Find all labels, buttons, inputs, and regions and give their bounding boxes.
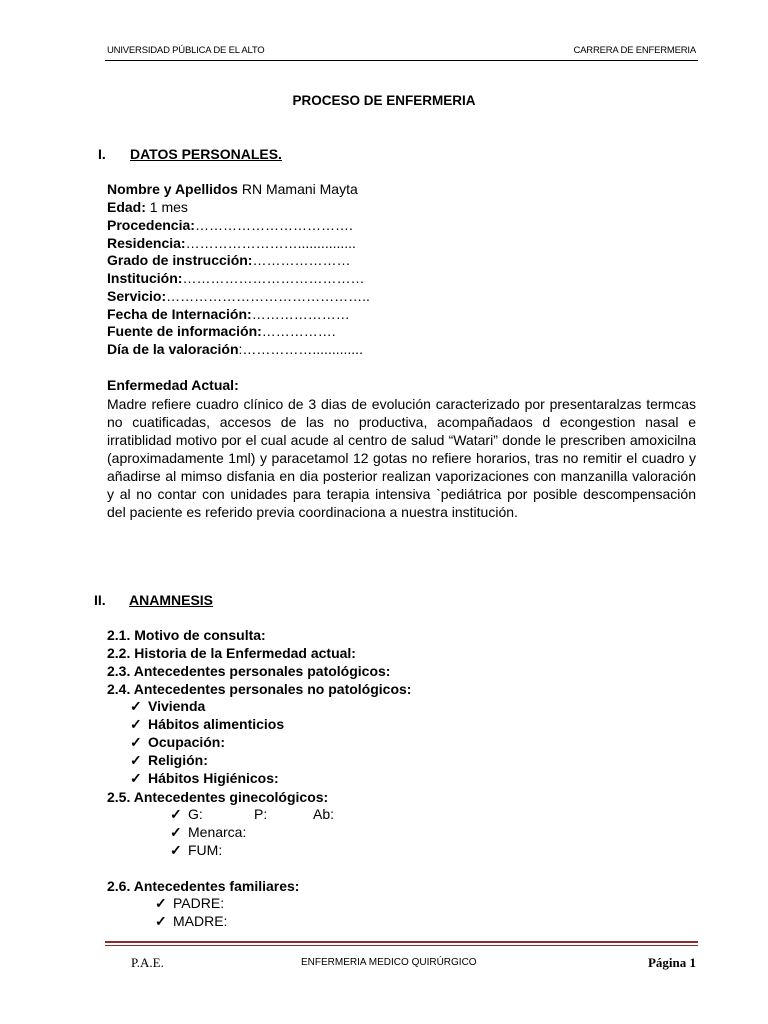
check-icon: ✓ xyxy=(170,806,182,822)
illness-label: Enfermedad Actual: xyxy=(107,377,239,393)
check-item: ✓ Ocupación: xyxy=(130,734,226,750)
header-right: CARRERA DE ENFERMERIA xyxy=(573,45,696,56)
item-2-6: 2.6. Antecedentes familiares: xyxy=(107,878,300,894)
section1-title: DATOS PERSONALES. xyxy=(130,146,282,162)
check-icon: ✓ xyxy=(155,913,167,929)
field-grado: Grado de instrucción:………………… xyxy=(107,252,351,268)
check-item: ✓ Hábitos alimenticios xyxy=(130,716,285,732)
gyn-p: P: xyxy=(254,806,268,822)
check-icon: ✓ xyxy=(130,752,142,768)
check-item: ✓ Hábitos Higiénicos: xyxy=(130,770,279,786)
section2-number: II. xyxy=(94,592,106,608)
field-dia-valoracion: Día de la valoración:……………............. xyxy=(107,341,363,357)
item-2-5: 2.5. Antecedentes ginecológicos: xyxy=(107,789,329,805)
gyn-fum: ✓ FUM: xyxy=(170,842,223,858)
field-fuente: Fuente de información:……………. xyxy=(107,323,336,339)
check-item: ✓ PADRE: xyxy=(155,895,225,911)
illness-paragraph: Madre refiere cuadro clínico de 3 dias de evolución caracterizado por presentaralzas termcas no cuatificadas, accesos de las no productiva, acompañadaos d econgestion nasal e irratiblidad motivo por el cual acude al centro de salud “Watari” donde le prescriben amoxicilna (aproximadamente 1ml) y paracetamol 12 gotas no refiere horarios, tras no remitir el cuadro y añadirse al mimso disfania en dia posterior realizan vaporizaciones con manzanilla valoración y al no contar con unidades para terapia intensiva `pediátrica por posible descompensación del paciente es referido previa coordinaciona a nuestra institución. xyxy=(107,396,696,520)
field-residencia: Residencia:……………………............... xyxy=(107,235,356,251)
check-item: ✓ MADRE: xyxy=(155,913,228,929)
check-item: ✓ Religión: xyxy=(130,752,208,768)
section2-title: ANAMNESIS xyxy=(129,592,214,608)
field-servicio: Servicio:…………………………………….. xyxy=(107,288,370,304)
header-rule xyxy=(105,60,698,61)
page-title: PROCESO DE ENFERMERIA xyxy=(292,93,476,108)
section1-number: I. xyxy=(98,146,106,162)
field-institucion: Institución:………………………………… xyxy=(107,270,365,286)
field-fecha-internacion: Fecha de Internación:………………… xyxy=(107,306,350,322)
header-left: UNIVERSIDAD PÚBLICA DE EL ALTO xyxy=(107,45,265,56)
gyn-menarca: ✓ Menarca: xyxy=(170,824,247,840)
footer-left: P.A.E. xyxy=(131,955,164,970)
field-edad: Edad: 1 mes xyxy=(107,199,188,215)
footer-page-number: Página 1 xyxy=(647,955,696,970)
check-icon: ✓ xyxy=(130,770,142,786)
footer-rule-thin xyxy=(105,945,698,946)
gyn-ab: Ab: xyxy=(313,806,335,822)
check-icon: ✓ xyxy=(170,842,182,858)
gyn-gpa: ✓ G: xyxy=(170,806,203,822)
check-icon: ✓ xyxy=(130,734,142,750)
footer-center: ENFERMERIA MEDICO QUIRÚRGICO xyxy=(301,957,477,968)
item-2-2: 2.2. Historia de la Enfermedad actual: xyxy=(107,645,356,661)
item-2-3: 2.3. Antecedentes personales patológicos: xyxy=(107,663,391,679)
check-item: ✓ Vivienda xyxy=(130,698,206,714)
field-procedencia: Procedencia:……………………………. xyxy=(107,217,353,233)
field-nombre: Nombre y Apellidos RN Mamani Mayta xyxy=(107,181,358,197)
footer-rule-thick xyxy=(105,941,698,943)
item-2-1: 2.1. Motivo de consulta: xyxy=(107,627,266,643)
check-icon: ✓ xyxy=(130,698,142,714)
check-icon: ✓ xyxy=(130,716,142,732)
check-icon: ✓ xyxy=(155,895,167,911)
item-2-4: 2.4. Antecedentes personales no patológicos: xyxy=(107,681,412,697)
check-icon: ✓ xyxy=(170,824,182,840)
